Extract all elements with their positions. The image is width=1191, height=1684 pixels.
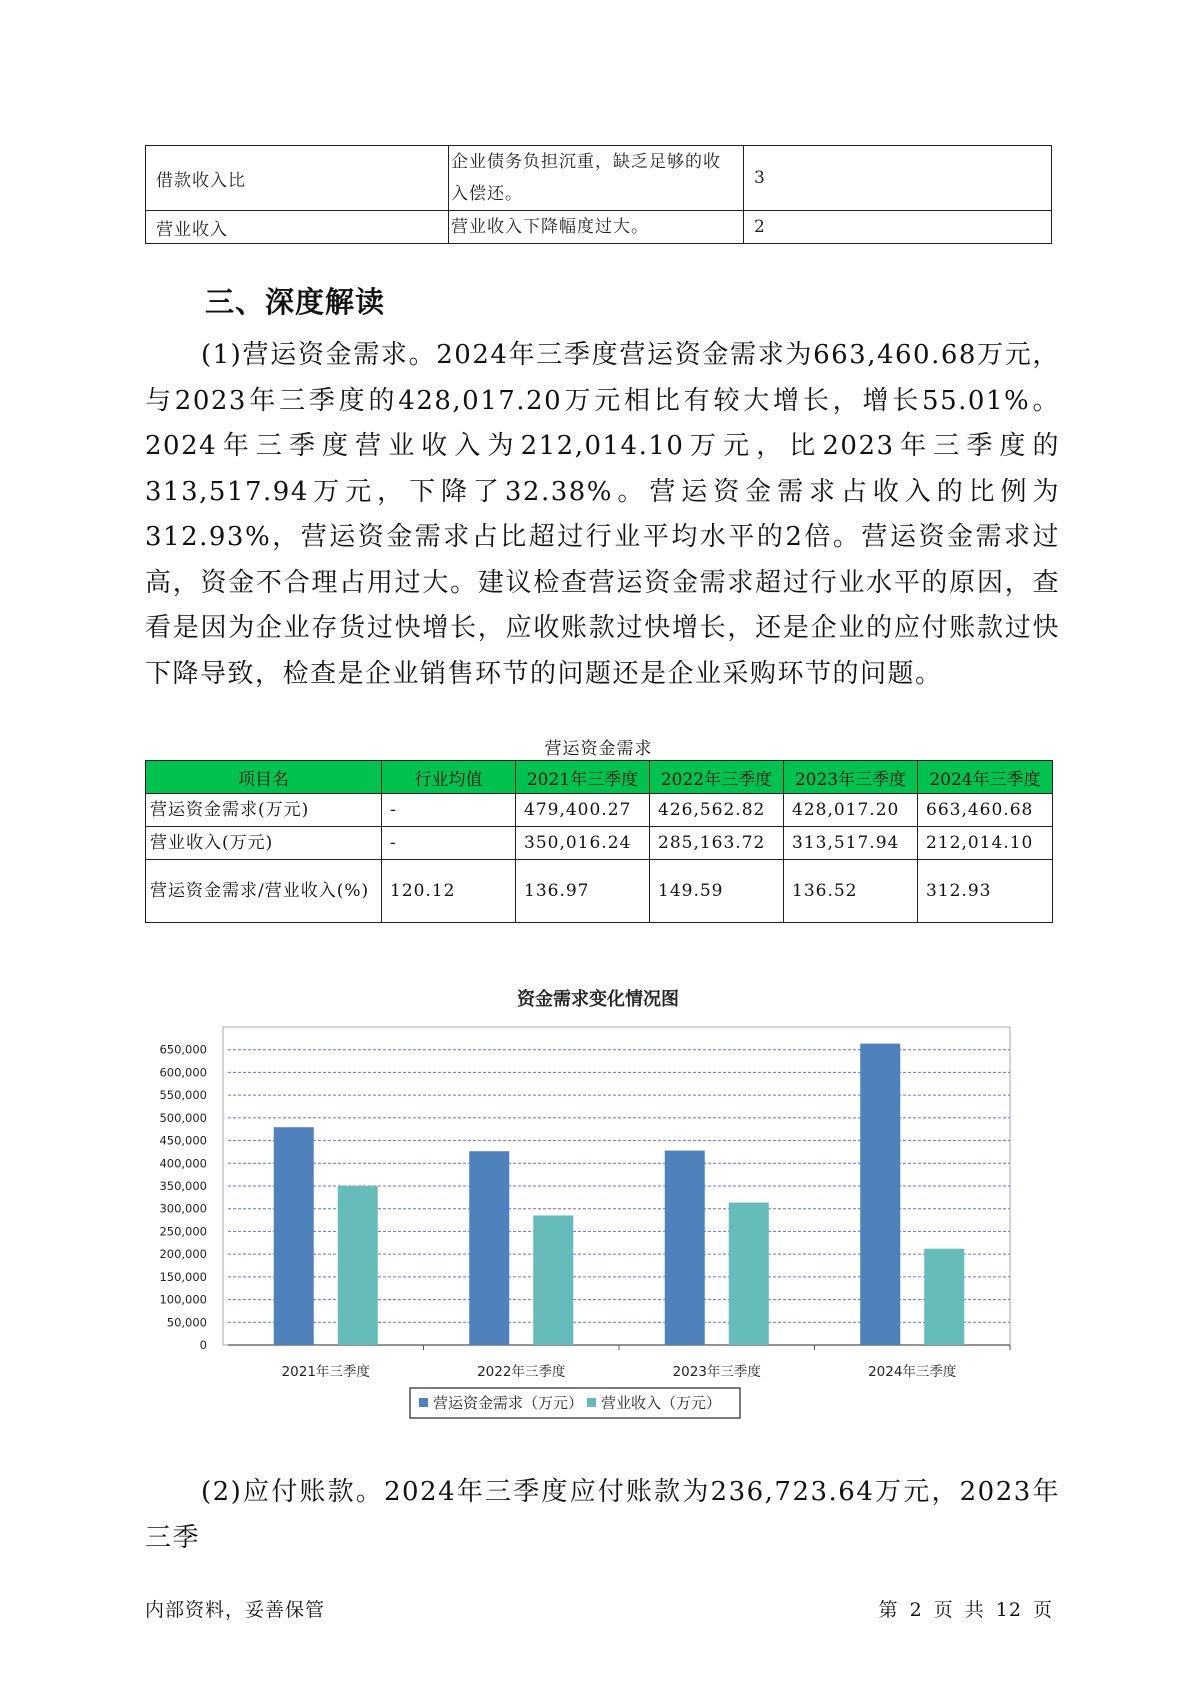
table-caption: 营运资金需求 [544, 739, 653, 759]
table-row [146, 860, 1053, 923]
x-tick-label: 2022年三季度 [477, 1364, 566, 1380]
y-tick-label: 200,000 [159, 1247, 207, 1262]
table-cell: 营业收入下降幅度过大。 [449, 211, 744, 244]
chart-legend [410, 1388, 740, 1418]
table-cell: 120.12 [382, 860, 516, 923]
paragraph: (2)应付账款。2024年三季度应付账款为236,723.64万元，2023年三季 [145, 1477, 1060, 1553]
table-cell: 663,460.68 [918, 794, 1053, 827]
y-tick-label: 500,000 [159, 1110, 207, 1125]
table-cell: 136.52 [784, 860, 918, 923]
y-tick-label: 350,000 [159, 1179, 207, 1193]
table-cell: 285,163.72 [650, 827, 784, 860]
y-tick-label: 450,000 [159, 1133, 207, 1148]
bar-chart [145, 975, 1052, 1435]
y-tick-label: 100,000 [159, 1292, 207, 1307]
table-row [146, 211, 1052, 244]
column-header: 项目名 [146, 761, 382, 794]
table-cell: 428,017.20 [784, 794, 918, 827]
y-tick-label: 50,000 [166, 1315, 207, 1330]
footer-confidential: 内部资料，妥善保管 [145, 1599, 326, 1621]
column-header: 行业均值 [382, 761, 516, 794]
legend-swatch [587, 1398, 596, 1407]
table-cell: 3 [744, 146, 1052, 211]
table-cell: 426,562.82 [650, 794, 784, 827]
table-cell: - [382, 794, 516, 827]
y-tick-label: 150,000 [159, 1269, 207, 1284]
row-label: 营业收入(万元) [146, 827, 382, 860]
table-row [146, 827, 1053, 860]
table-row [146, 146, 1052, 211]
risk-table [145, 145, 1052, 244]
x-tick-label: 2021年三季度 [281, 1364, 370, 1380]
table-row [146, 794, 1053, 827]
bar [338, 1186, 378, 1345]
y-tick-label: 300,000 [159, 1201, 207, 1216]
table-cell: 营业收入 [146, 211, 449, 244]
x-tick-label: 2024年三季度 [868, 1364, 957, 1380]
page-number: 第 2 页 共 12 页 [878, 1599, 1053, 1621]
column-header: 2024年三季度 [918, 761, 1053, 794]
y-tick-label: 550,000 [159, 1088, 207, 1103]
table-cell: 350,016.24 [516, 827, 650, 860]
table-cell: 借款收入比 [146, 146, 449, 211]
y-tick-label: 0 [199, 1338, 207, 1352]
bar [274, 1127, 314, 1345]
bar [924, 1249, 964, 1345]
bar [533, 1215, 573, 1345]
y-tick-label: 250,000 [159, 1224, 207, 1239]
table-cell: 479,400.27 [516, 794, 650, 827]
legend-label: 营业收入（万元） [601, 1394, 722, 1412]
x-tick-label: 2023年三季度 [672, 1364, 761, 1380]
y-tick-label: 400,000 [159, 1156, 207, 1171]
legend-label: 营运资金需求（万元） [433, 1394, 584, 1412]
paragraph: (1)营运资金需求。2024年三季度营运资金需求为663,460.68万元，与2023年三季度的428,017.20万元相比有较大增长，增长55.01%。2024年三季度营业收入为212,014.10万元，比2023年三季度的313,517.94万元，下降了32.38%。营运资金需求占收入的比例为312.93%，营运资金需求占比超过行业平均水平的2倍。营运资金需求过高，资金不合理占用过大。建议检查营运资金需求超过行业水平的原因，查看是因为企业存货过快增长，应收账款过快增长，还是企业的应付账款过快下降导致，检查是企业销售环节的问题还是企业采购环节的问题。 [145, 340, 1060, 689]
table-cell: 149.59 [650, 860, 784, 923]
column-header: 2021年三季度 [516, 761, 650, 794]
working-capital-table [145, 760, 1053, 923]
table-cell: 312.93 [918, 860, 1053, 923]
row-label: 营运资金需求/营业收入(%) [146, 860, 382, 923]
table-cell: - [382, 827, 516, 860]
bar [665, 1151, 705, 1345]
table-cell: 企业债务负担沉重，缺乏足够的收入偿还。 [449, 146, 744, 211]
bar [469, 1151, 509, 1345]
y-tick-label: 600,000 [159, 1065, 207, 1080]
legend-swatch [419, 1398, 428, 1407]
bar [729, 1203, 769, 1345]
table-cell: 212,014.10 [918, 827, 1053, 860]
column-header: 2022年三季度 [650, 761, 784, 794]
section-heading: 三、深度解读 [205, 285, 386, 319]
column-header: 2023年三季度 [784, 761, 918, 794]
bar [860, 1044, 900, 1345]
table-cell: 2 [744, 211, 1052, 244]
chart-title: 资金需求变化情况图 [517, 989, 679, 1010]
table-cell: 313,517.94 [784, 827, 918, 860]
row-label: 营运资金需求(万元) [146, 794, 382, 827]
y-tick-label: 650,000 [159, 1042, 207, 1057]
table-cell: 136.97 [516, 860, 650, 923]
table-header-row [146, 761, 1053, 794]
